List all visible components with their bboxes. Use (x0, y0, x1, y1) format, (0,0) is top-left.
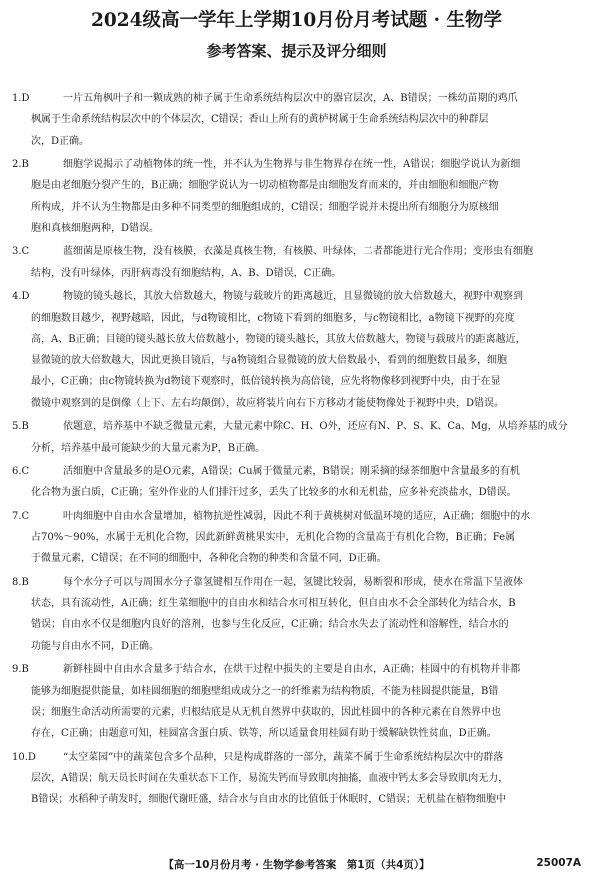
answer-number: 4.D (12, 291, 30, 303)
answer-line: 的细胞数目越少，视野越暗，因此，与d物镜相比，c物镜下看到的细胞多，与c物镜相比，a物镜下视野的亮度 (31, 312, 515, 324)
answer-line: 细胞学说揭示了动植物体的统一性，并不认为生物界与非生物界存在统一性，A错误；细胞学说认为新细 (63, 159, 521, 171)
page-footer: 【高一10月份月考 · 生物学参考答案 第1页（共4页）】 (163, 859, 430, 871)
answer-item (12, 659, 583, 744)
page-subtitle: 参考答案、提示及评分细则 (206, 42, 387, 60)
answer-item (12, 572, 583, 657)
answer-item (12, 241, 583, 284)
answer-line: 新鲜桂圆中自由水含量多于结合水，在烘干过程中损失的主要是自由水，A正确；桂圆中的有机物并非都 (63, 664, 521, 676)
answer-line: 占70%～90%，水属于无机化合物，因此新鲜黄桃果实中，无机化合物的含量高于有机化合物，B正确；Fe属 (31, 532, 516, 544)
answer-number: 9.B (12, 664, 29, 676)
answer-line: 物镜的镜头越长，其放大倍数越大，物镜与载玻片的距离越近，且显微镜的放大倍数越大，视野中观察到 (63, 291, 523, 303)
answer-line: 次，D正确。 (31, 135, 90, 147)
answer-line: 结构，没有叶绿体，丙肝病毒没有细胞结构，A、B、D错误，C正确。 (31, 267, 342, 279)
answer-number: 3.C (12, 246, 30, 258)
answer-line: 蓝细菌是原核生物，没有核膜，衣藻是真核生物，有核膜、叶绿体，二者都能进行光合作用；变形虫有细胞 (63, 246, 533, 258)
answer-number: 2.B (12, 159, 29, 171)
answer-number: 10.D (12, 751, 36, 763)
answer-line: 胞是由老细胞分裂产生的，B正确；细胞学说认为一切动植物都是由细胞发育而来的，并由细胞和细胞产物 (31, 180, 499, 192)
answer-item (12, 88, 583, 152)
answer-line: 所构成，并不认为生物都是由多种不同类型的细胞组成的，C错误；细胞学说并未提出所有细胞分为原核细 (31, 201, 499, 213)
answer-number: 8.B (12, 576, 29, 588)
answer-line: 每个水分子可以与周围水分子靠氢键相互作用在一起，氢键比较弱，易断裂和形成，使水在常温下呈液体 (63, 576, 523, 588)
answer-item (12, 506, 583, 570)
answer-line: 高，A、B正确；目镜的镜头越长放大倍数越小，物镜的镜头越长，其放大倍数越大，物镜与载玻片的距离越近， (31, 333, 526, 345)
answer-line: 化合物为蛋白质，C正确；室外作业的人们排汗过多，丢失了比较多的水和无机盐，应多补充淡盐水，D错误。 (31, 487, 517, 499)
answer-item (12, 154, 583, 239)
answer-line: 能够为细胞提供能量，如桂圆细胞的细胞壁组成成分之一的纤维素为结构物质，不能为桂圆提供能量，B错 (31, 685, 499, 697)
answer-line: 状态，具有流动性，A正确；红生菜细胞中的自由水和结合水可相互转化，但自由水不会全部转化为结合水，B (31, 598, 516, 610)
page-title: 2024级高一学年上学期10月份月考试题 · 生物学 (90, 10, 503, 31)
answer-line: “太空菜园”中的蔬菜包含多个品种，只是构成群落的一部分，蔬菜不属于生命系统结构层次中的群落 (63, 751, 504, 763)
answer-number: 7.C (12, 510, 30, 522)
answer-line: 存在，C正确；由题意可知，桂圆富含蛋白质、铁等，所以适量食用桂圆有助于缓解缺铁性贫血，D正确。 (31, 728, 497, 740)
answer-item (12, 416, 583, 459)
answer-line: 微镜中观察到的是倒像（上下、左右均颠倒），故应将装片向右下方移动才能使物像处于视野中央，D错误。 (31, 397, 505, 409)
answer-line: 最小，C正确；由c物镜转换为d物镜下观察时，低倍镜转换为高倍镜，应先将物像移到视野中央，由于在显 (31, 376, 501, 388)
answer-line: 错误；自由水不仅是细胞内良好的溶剂，也参与生化反应，C正确；结合水失去了流动性和溶解性，结合水的 (31, 619, 509, 631)
answer-line: 活细胞中含量最多的是O元素，A错误；Cu属于微量元素，B错误；刚采摘的绿茶细胞中含量最多的有机 (63, 465, 520, 477)
answer-line: 叶肉细胞中自由水含量增加，植物抗逆性减弱，因此不利于黄桃树对低温环境的适应，A正确；细胞中的水 (63, 510, 531, 522)
answer-line: 层次，A错误；航天员长时间在失重状态下工作，易流失钙而导致肌肉抽搐，血液中钙太多会导致肌肉无力， (31, 772, 509, 784)
answer-line: B错误；水稻种子萌发时，细胞代谢旺盛，结合水与自由水的比值低于休眠时，C错误；无机盐在植物细胞中 (31, 794, 506, 806)
answer-line: 于微量元素，C错误；在不同的细胞中，各种化合物的种类和含量不同，D正确。 (31, 553, 387, 565)
answer-line: 显微镜的放大倍数越大，因此更换目镜后，与a物镜组合显微镜的放大倍数最小，看到的细胞数目最多，细胞 (31, 355, 507, 367)
answer-list (12, 88, 583, 813)
answer-number: 5.B (12, 421, 29, 433)
answer-line: 依题意，培养基中不缺乏微量元素，大量元素中除C、H、O外，还应有N、P、S、K、Ca、Mg，从培养基的成分 (63, 421, 568, 433)
paper-code: 25007A (536, 857, 581, 869)
answer-line: 枫属于生命系统结构层次中的个体层次，C错误；香山上所有的黄栌树属于生命系统结构层次中的种群层 (31, 114, 489, 126)
answer-line: 胞和真核细胞两种，D错误。 (31, 222, 160, 234)
answer-item (12, 747, 583, 811)
answer-number: 1.D (12, 93, 30, 104)
answer-number: 6.C (12, 465, 30, 477)
answer-line: 一片五角枫叶子和一颗成熟的柿子属于生命系统结构层次中的器官层次，A、B错误；一株幼苗期的鸡爪 (63, 93, 518, 104)
answer-line: 误；细胞生命活动所需要的元素，归根结底是从无机自然界中获取的，因此桂圆中的各种元素在自然界中也 (31, 706, 501, 718)
answer-line: 分析，培养基中最可能缺少的大量元素为P，B正确。 (31, 442, 266, 454)
answer-line: 功能与自由水不同，D正确。 (31, 640, 160, 652)
answer-item (12, 286, 583, 414)
answer-item (12, 461, 583, 504)
